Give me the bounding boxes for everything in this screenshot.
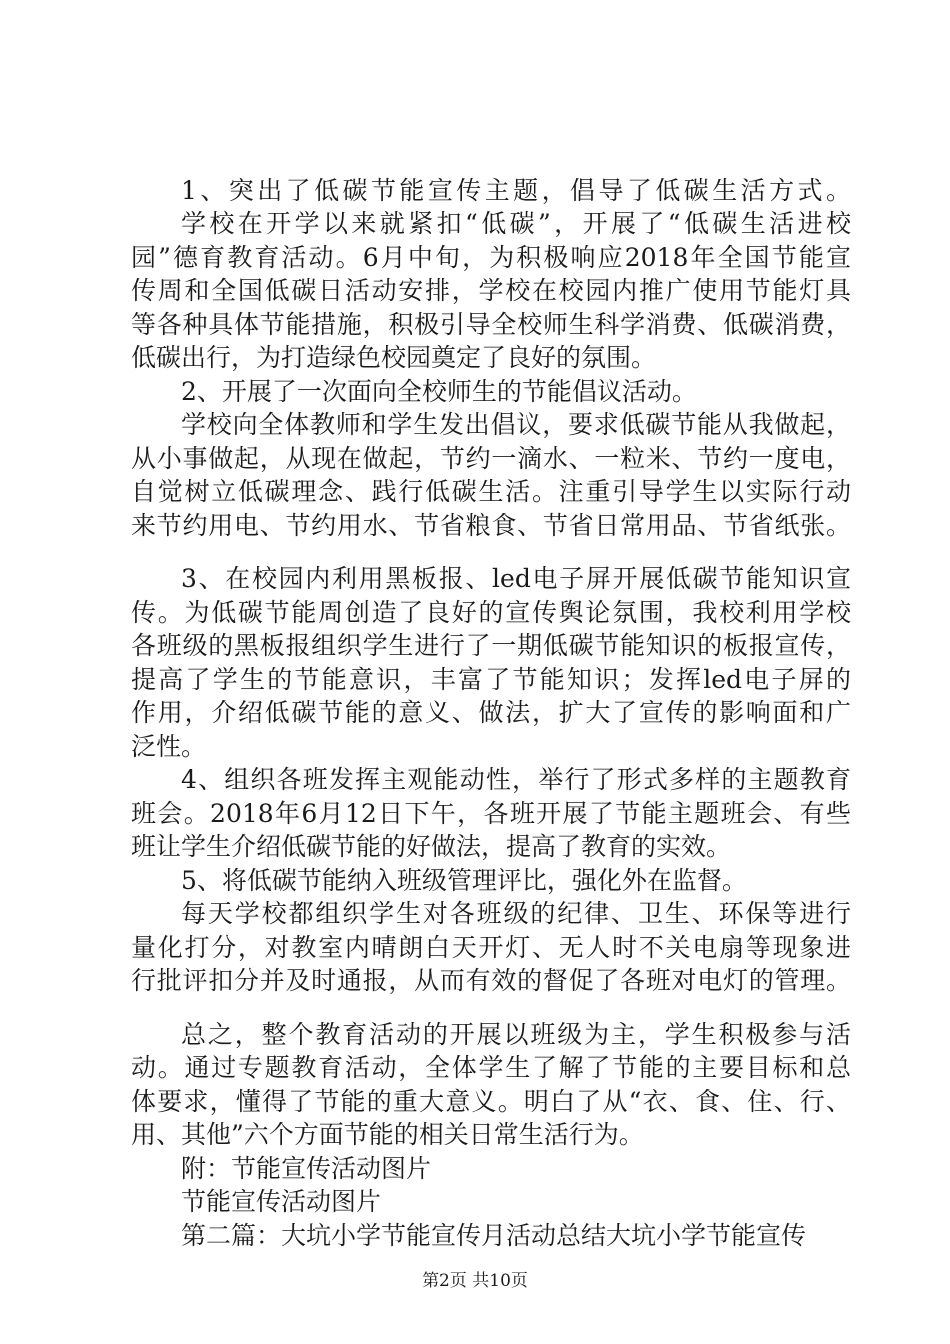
text-line: 班让学生介绍低碳节能的好做法，提高了教育的实效。 [131,832,732,861]
text-line: 3、在校园内利用黑板报、led电子屏开展低碳节能知识宣 [181,564,851,593]
text-line: 用、其他”六个方面节能的相关日常生活行为。 [131,1120,644,1149]
text-line: 节能宣传活动图片 [181,1187,382,1216]
text-line: 1、突出了低碳节能宣传主题，倡导了低碳生活方式。 [181,176,851,205]
text-line: 从小事做起，从现在做起，节约一滴水、一粒米、节约一度电， [131,444,851,473]
text-line: 低碳出行，为打造绿色校园奠定了良好的氛围。 [131,343,657,372]
text-line: 第二篇：大坑小学节能宣传月活动总结大坑小学节能宣传 [181,1221,807,1250]
text-line: 传周和全国低碳日活动安排，学校在校园内推广使用节能灯具 [131,276,851,305]
text-line: 动。通过专题教育活动，全体学生了解了节能的主要目标和总 [131,1053,851,1082]
page-footer: 第2页 共10页 [422,1271,528,1291]
text-line: 园”德育教育活动。6月中旬，为积极响应2018年全国节能宣 [131,243,851,272]
text-line: 每天学校都组织学生对各班级的纪律、卫生、环保等进行 [181,899,851,928]
text-line: 4、组织各班发挥主观能动性，举行了形式多样的主题教育 [181,765,851,794]
text-line: 学校在开学以来就紧扣“低碳”，开展了“低碳生活进校 [181,209,851,238]
text-line: 泛性。 [131,732,207,761]
text-line: 提高了学生的节能意识，丰富了节能知识；发挥led电子屏的 [131,665,851,694]
text-line: 自觉树立低碳理念、践行低碳生活。注重引导学生以实际行动 [131,477,851,506]
text-line: 学校向全体教师和学生发出倡议，要求低碳节能从我做起， [181,410,851,439]
text-line: 等各种具体节能措施，积极引导全校师生科学消费、低碳消费， [131,310,851,339]
text-line: 行批评扣分并及时通报，从而有效的督促了各班对电灯的管理。 [131,966,851,995]
text-line: 传。为低碳节能周创造了良好的宣传舆论氛围，我校利用学校 [131,598,851,627]
text-line: 体要求，懂得了节能的重大意义。明白了从“衣、食、住、行、 [131,1087,851,1116]
text-line: 附：节能宣传活动图片 [181,1154,432,1183]
text-line: 班会。2018年6月12日下午，各班开展了节能主题班会、有些 [131,799,851,828]
text-line: 2、开展了一次面向全校师生的节能倡议活动。 [181,377,697,406]
text-line: 来节约用电、节约用水、节省粮食、节省日常用品、节省纸张。 [131,511,851,540]
text-line: 各班级的黑板报组织学生进行了一期低碳节能知识的板报宣传， [131,631,851,660]
text-line: 量化打分，对教室内晴朗白天开灯、无人时不关电扇等现象进 [131,933,851,962]
text-line: 总之，整个教育活动的开展以班级为主，学生积极参与活 [181,1020,851,1049]
text-line: 作用，介绍低碳节能的意义、做法，扩大了宣传的影响面和广 [131,698,851,727]
text-line: 5、将低碳节能纳入班级管理评比，强化外在监督。 [181,866,747,895]
